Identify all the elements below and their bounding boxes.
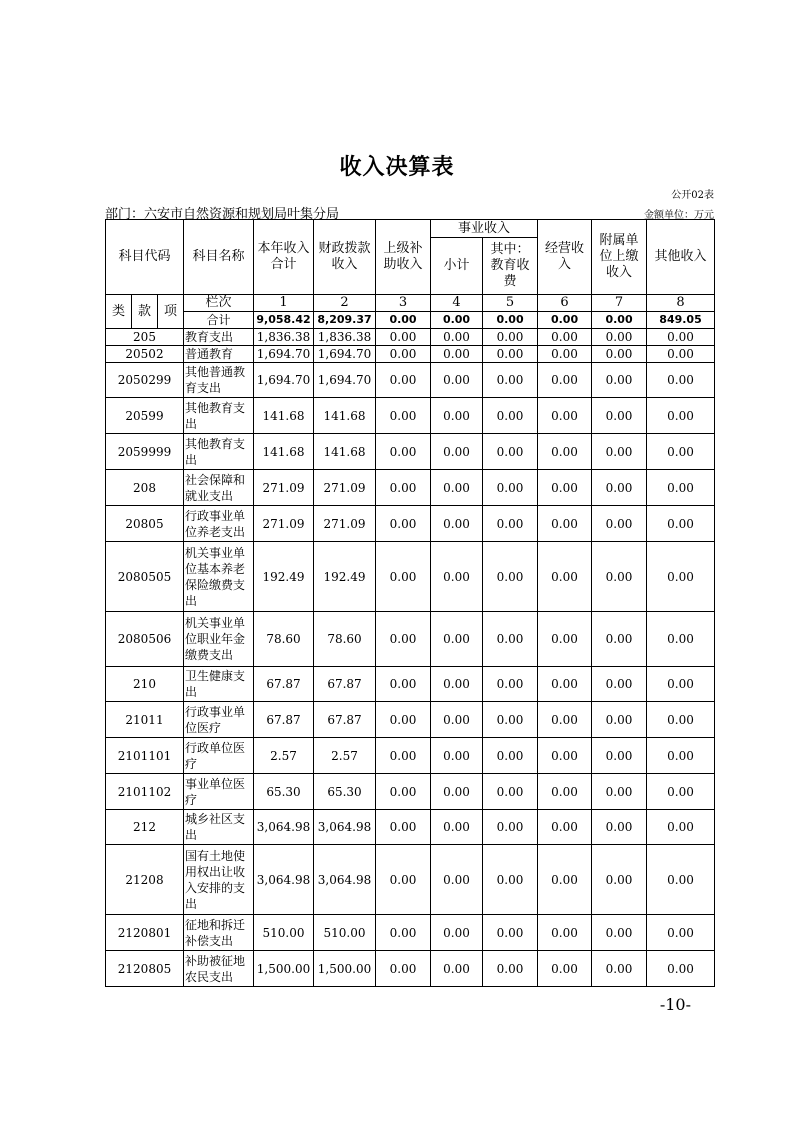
amount-cell: 1,694.70 bbox=[314, 346, 376, 363]
amount-cell: 0.00 bbox=[483, 470, 538, 506]
table-row bbox=[106, 542, 715, 612]
amount-cell: 0.00 bbox=[376, 434, 431, 470]
amount-cell: 0.00 bbox=[647, 845, 715, 915]
amount-cell: 2.57 bbox=[254, 738, 314, 774]
amount-cell: 0.00 bbox=[483, 434, 538, 470]
amount-cell: 0.00 bbox=[376, 951, 431, 987]
amount-cell: 271.09 bbox=[314, 470, 376, 506]
table-row bbox=[106, 702, 715, 738]
amount-cell: 0.00 bbox=[376, 667, 431, 702]
amount-cell: 0.00 bbox=[483, 667, 538, 702]
amount-cell: 141.68 bbox=[254, 434, 314, 470]
amount-cell: 0.00 bbox=[376, 845, 431, 915]
amount-cell: 0.00 bbox=[647, 506, 715, 542]
amount-cell: 0.00 bbox=[647, 434, 715, 470]
total-cell: 0.00 bbox=[538, 312, 592, 329]
header-kuan: 款 bbox=[132, 295, 158, 329]
page-title: 收入决算表 bbox=[339, 155, 455, 180]
unit-label: 金额单位：万元 bbox=[644, 210, 714, 221]
subject-name: 机关事业单位职业年金缴费支出 bbox=[184, 612, 254, 667]
amount-cell: 65.30 bbox=[314, 774, 376, 810]
amount-cell: 141.68 bbox=[314, 434, 376, 470]
amount-cell: 0.00 bbox=[538, 542, 592, 612]
amount-cell: 0.00 bbox=[376, 506, 431, 542]
amount-cell: 0.00 bbox=[538, 845, 592, 915]
amount-cell: 0.00 bbox=[431, 612, 483, 667]
amount-cell: 0.00 bbox=[431, 363, 483, 398]
table-row bbox=[106, 915, 715, 951]
table-row bbox=[106, 398, 715, 434]
amount-cell: 0.00 bbox=[647, 612, 715, 667]
amount-cell: 0.00 bbox=[538, 329, 592, 346]
amount-cell: 1,836.38 bbox=[314, 329, 376, 346]
department-label: 部门：六安市自然资源和规划局叶集分局 bbox=[105, 207, 340, 222]
amount-cell: 3,064.98 bbox=[314, 845, 376, 915]
amount-cell: 271.09 bbox=[254, 506, 314, 542]
amount-cell: 1,694.70 bbox=[254, 346, 314, 363]
amount-cell: 0.00 bbox=[647, 951, 715, 987]
subject-name: 城乡社区支出 bbox=[184, 810, 254, 845]
amount-cell: 0.00 bbox=[647, 774, 715, 810]
amount-cell: 0.00 bbox=[376, 702, 431, 738]
col-no-1: 1 bbox=[254, 295, 314, 312]
subject-code: 210 bbox=[106, 667, 184, 702]
amount-cell: 0.00 bbox=[376, 612, 431, 667]
amount-cell: 0.00 bbox=[592, 434, 647, 470]
amount-cell: 0.00 bbox=[592, 329, 647, 346]
subject-code: 20502 bbox=[106, 346, 184, 363]
col-no-3: 3 bbox=[376, 295, 431, 312]
subject-code: 2080506 bbox=[106, 612, 184, 667]
amount-cell: 0.00 bbox=[647, 702, 715, 738]
amount-cell: 0.00 bbox=[376, 915, 431, 951]
amount-cell: 0.00 bbox=[431, 346, 483, 363]
amount-cell: 510.00 bbox=[254, 915, 314, 951]
amount-cell: 0.00 bbox=[376, 810, 431, 845]
amount-cell: 0.00 bbox=[483, 702, 538, 738]
col-no-8: 8 bbox=[647, 295, 715, 312]
amount-cell: 0.00 bbox=[376, 774, 431, 810]
amount-cell: 271.09 bbox=[254, 470, 314, 506]
amount-cell: 0.00 bbox=[483, 738, 538, 774]
amount-cell: 0.00 bbox=[538, 915, 592, 951]
amount-cell: 0.00 bbox=[647, 915, 715, 951]
amount-cell: 0.00 bbox=[483, 774, 538, 810]
amount-cell: 0.00 bbox=[592, 702, 647, 738]
subject-code: 208 bbox=[106, 470, 184, 506]
amount-cell: 0.00 bbox=[376, 363, 431, 398]
amount-cell: 0.00 bbox=[592, 398, 647, 434]
amount-cell: 0.00 bbox=[483, 363, 538, 398]
amount-cell: 0.00 bbox=[592, 810, 647, 845]
amount-cell: 0.00 bbox=[538, 434, 592, 470]
amount-cell: 0.00 bbox=[376, 346, 431, 363]
subject-name: 其他教育支出 bbox=[184, 398, 254, 434]
amount-cell: 1,500.00 bbox=[314, 951, 376, 987]
header-other: 其他收入 bbox=[647, 220, 715, 295]
header-total: 本年收入合计 bbox=[254, 220, 314, 295]
amount-cell: 0.00 bbox=[592, 845, 647, 915]
amount-cell: 0.00 bbox=[592, 346, 647, 363]
header-subtotal: 小计 bbox=[431, 238, 483, 295]
header-fiscal: 财政拨款收入 bbox=[314, 220, 376, 295]
amount-cell: 65.30 bbox=[254, 774, 314, 810]
amount-cell: 1,694.70 bbox=[314, 363, 376, 398]
subject-name: 其他教育支出 bbox=[184, 434, 254, 470]
page-number: -10- bbox=[659, 995, 691, 1014]
amount-cell: 0.00 bbox=[592, 542, 647, 612]
subject-name: 补助被征地农民支出 bbox=[184, 951, 254, 987]
header-xiang: 项 bbox=[158, 295, 184, 329]
header-name: 科目名称 bbox=[184, 220, 254, 295]
amount-cell: 0.00 bbox=[431, 470, 483, 506]
amount-cell: 0.00 bbox=[538, 346, 592, 363]
amount-cell: 0.00 bbox=[483, 329, 538, 346]
table-row bbox=[106, 738, 715, 774]
amount-cell: 0.00 bbox=[483, 542, 538, 612]
amount-cell: 78.60 bbox=[314, 612, 376, 667]
subject-code: 212 bbox=[106, 810, 184, 845]
total-cell: 0.00 bbox=[592, 312, 647, 329]
subject-name: 普通教育 bbox=[184, 346, 254, 363]
header-business: 事业收入 bbox=[431, 220, 538, 238]
subject-code: 2080505 bbox=[106, 542, 184, 612]
amount-cell: 0.00 bbox=[592, 470, 647, 506]
amount-cell: 0.00 bbox=[647, 398, 715, 434]
amount-cell: 1,694.70 bbox=[254, 363, 314, 398]
amount-cell: 67.87 bbox=[254, 667, 314, 702]
amount-cell: 0.00 bbox=[538, 398, 592, 434]
total-cell: 8,209.37 bbox=[314, 312, 376, 329]
amount-cell: 0.00 bbox=[592, 612, 647, 667]
amount-cell: 0.00 bbox=[431, 810, 483, 845]
col-no-5: 5 bbox=[483, 295, 538, 312]
subject-code: 2050299 bbox=[106, 363, 184, 398]
table-row bbox=[106, 667, 715, 702]
amount-cell: 0.00 bbox=[483, 506, 538, 542]
amount-cell: 67.87 bbox=[314, 667, 376, 702]
total-cell: 849.05 bbox=[647, 312, 715, 329]
amount-cell: 67.87 bbox=[254, 702, 314, 738]
amount-cell: 0.00 bbox=[431, 738, 483, 774]
amount-cell: 0.00 bbox=[376, 542, 431, 612]
amount-cell: 3,064.98 bbox=[314, 810, 376, 845]
table-row bbox=[106, 951, 715, 987]
header-code: 科目代码 bbox=[106, 220, 184, 295]
amount-cell: 0.00 bbox=[376, 398, 431, 434]
amount-cell: 0.00 bbox=[483, 845, 538, 915]
amount-cell: 0.00 bbox=[376, 738, 431, 774]
amount-cell: 3,064.98 bbox=[254, 810, 314, 845]
header-lanci: 栏次 bbox=[184, 295, 254, 312]
amount-cell: 0.00 bbox=[592, 774, 647, 810]
amount-cell: 0.00 bbox=[431, 329, 483, 346]
amount-cell: 0.00 bbox=[538, 612, 592, 667]
amount-cell: 0.00 bbox=[647, 667, 715, 702]
amount-cell: 1,836.38 bbox=[254, 329, 314, 346]
col-no-7: 7 bbox=[592, 295, 647, 312]
amount-cell: 0.00 bbox=[647, 329, 715, 346]
amount-cell: 0.00 bbox=[483, 810, 538, 845]
header-edu: 其中：教育收费 bbox=[483, 238, 538, 295]
amount-cell: 0.00 bbox=[647, 738, 715, 774]
amount-cell: 0.00 bbox=[431, 951, 483, 987]
table-row bbox=[106, 774, 715, 810]
amount-cell: 0.00 bbox=[538, 506, 592, 542]
amount-cell: 0.00 bbox=[647, 810, 715, 845]
subject-name: 事业单位医疗 bbox=[184, 774, 254, 810]
amount-cell: 0.00 bbox=[592, 363, 647, 398]
subject-code: 2120805 bbox=[106, 951, 184, 987]
subject-name: 行政单位医疗 bbox=[184, 738, 254, 774]
total-cell: 9,058.42 bbox=[254, 312, 314, 329]
amount-cell: 192.49 bbox=[314, 542, 376, 612]
amount-cell: 0.00 bbox=[592, 738, 647, 774]
subject-name: 卫生健康支出 bbox=[184, 667, 254, 702]
subject-code: 2101101 bbox=[106, 738, 184, 774]
subject-code: 2059999 bbox=[106, 434, 184, 470]
amount-cell: 0.00 bbox=[538, 810, 592, 845]
amount-cell: 3,064.98 bbox=[254, 845, 314, 915]
income-table bbox=[105, 219, 715, 987]
table-row bbox=[106, 434, 715, 470]
col-no-6: 6 bbox=[538, 295, 592, 312]
amount-cell: 141.68 bbox=[314, 398, 376, 434]
subject-name: 行政事业单位医疗 bbox=[184, 702, 254, 738]
amount-cell: 0.00 bbox=[431, 702, 483, 738]
table-row bbox=[106, 506, 715, 542]
subject-name: 征地和拆迁补偿支出 bbox=[184, 915, 254, 951]
subject-code: 20599 bbox=[106, 398, 184, 434]
amount-cell: 0.00 bbox=[647, 363, 715, 398]
amount-cell: 0.00 bbox=[592, 915, 647, 951]
col-no-2: 2 bbox=[314, 295, 376, 312]
amount-cell: 0.00 bbox=[431, 774, 483, 810]
amount-cell: 0.00 bbox=[647, 346, 715, 363]
amount-cell: 0.00 bbox=[538, 470, 592, 506]
subject-name: 国有土地使用权出让收入安排的支出 bbox=[184, 845, 254, 915]
amount-cell: 0.00 bbox=[483, 346, 538, 363]
amount-cell: 0.00 bbox=[431, 434, 483, 470]
amount-cell: 0.00 bbox=[592, 506, 647, 542]
amount-cell: 141.68 bbox=[254, 398, 314, 434]
amount-cell: 0.00 bbox=[647, 470, 715, 506]
subject-code: 20805 bbox=[106, 506, 184, 542]
amount-cell: 2.57 bbox=[314, 738, 376, 774]
amount-cell: 67.87 bbox=[314, 702, 376, 738]
header-operating: 经营收入 bbox=[538, 220, 592, 295]
amount-cell: 0.00 bbox=[483, 915, 538, 951]
total-row bbox=[106, 312, 715, 329]
amount-cell: 0.00 bbox=[538, 363, 592, 398]
amount-cell: 1,500.00 bbox=[254, 951, 314, 987]
amount-cell: 0.00 bbox=[483, 951, 538, 987]
amount-cell: 0.00 bbox=[431, 506, 483, 542]
amount-cell: 510.00 bbox=[314, 915, 376, 951]
header-affiliated: 附属单位上缴收入 bbox=[592, 220, 647, 295]
amount-cell: 0.00 bbox=[431, 542, 483, 612]
subject-code: 205 bbox=[106, 329, 184, 346]
table-row bbox=[106, 612, 715, 667]
amount-cell: 0.00 bbox=[431, 845, 483, 915]
amount-cell: 0.00 bbox=[592, 667, 647, 702]
col-no-4: 4 bbox=[431, 295, 483, 312]
amount-cell: 0.00 bbox=[483, 612, 538, 667]
subject-name: 行政事业单位养老支出 bbox=[184, 506, 254, 542]
table-row bbox=[106, 845, 715, 915]
total-cell: 0.00 bbox=[483, 312, 538, 329]
subject-code: 2101102 bbox=[106, 774, 184, 810]
total-label: 合计 bbox=[184, 312, 254, 329]
total-cell: 0.00 bbox=[431, 312, 483, 329]
table-row bbox=[106, 329, 715, 346]
subject-code: 2120801 bbox=[106, 915, 184, 951]
table-row bbox=[106, 363, 715, 398]
amount-cell: 0.00 bbox=[376, 470, 431, 506]
amount-cell: 0.00 bbox=[538, 951, 592, 987]
amount-cell: 0.00 bbox=[538, 702, 592, 738]
subject-code: 21208 bbox=[106, 845, 184, 915]
amount-cell: 0.00 bbox=[592, 951, 647, 987]
table-row bbox=[106, 470, 715, 506]
amount-cell: 0.00 bbox=[483, 398, 538, 434]
table-row bbox=[106, 810, 715, 845]
amount-cell: 0.00 bbox=[538, 774, 592, 810]
subject-name: 教育支出 bbox=[184, 329, 254, 346]
form-number: 公开02表 bbox=[671, 190, 714, 201]
amount-cell: 0.00 bbox=[538, 738, 592, 774]
amount-cell: 271.09 bbox=[314, 506, 376, 542]
header-lei: 类 bbox=[106, 295, 132, 329]
table-row bbox=[106, 346, 715, 363]
header-superior: 上级补助收入 bbox=[376, 220, 431, 295]
amount-cell: 0.00 bbox=[647, 542, 715, 612]
subject-name: 社会保障和就业支出 bbox=[184, 470, 254, 506]
amount-cell: 0.00 bbox=[431, 915, 483, 951]
amount-cell: 192.49 bbox=[254, 542, 314, 612]
amount-cell: 0.00 bbox=[431, 667, 483, 702]
amount-cell: 0.00 bbox=[376, 329, 431, 346]
subject-name: 机关事业单位基本养老保险缴费支出 bbox=[184, 542, 254, 612]
subject-code: 21011 bbox=[106, 702, 184, 738]
subject-name: 其他普通教育支出 bbox=[184, 363, 254, 398]
amount-cell: 0.00 bbox=[538, 667, 592, 702]
amount-cell: 0.00 bbox=[431, 398, 483, 434]
total-cell: 0.00 bbox=[376, 312, 431, 329]
amount-cell: 78.60 bbox=[254, 612, 314, 667]
